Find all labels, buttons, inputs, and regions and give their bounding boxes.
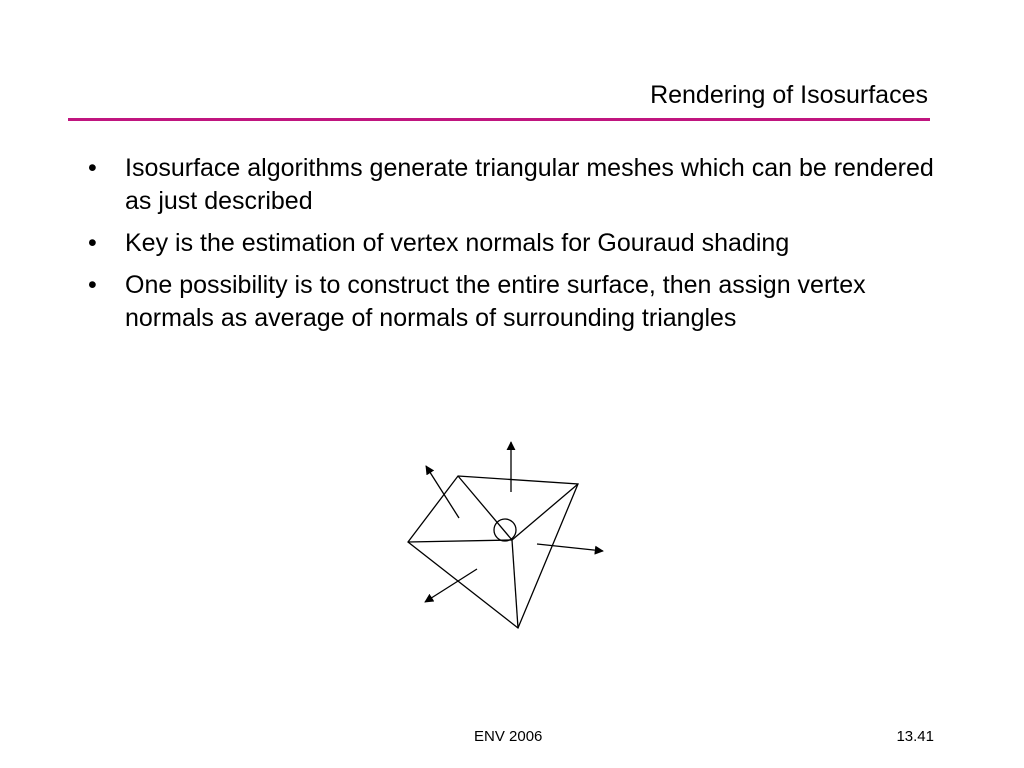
bullet-text: Key is the estimation of vertex normals for Gouraud shading: [125, 229, 790, 257]
bullet-marker: •: [88, 229, 97, 257]
bullet-item: [88, 152, 948, 218]
footer-course-label: ENV 2006: [474, 728, 543, 745]
mesh-outline: [408, 476, 578, 628]
mesh-edge: [458, 476, 512, 540]
triangle-mesh: [408, 476, 578, 628]
bullet-marker: •: [88, 154, 97, 182]
normal-arrow-right: [537, 544, 603, 551]
mesh-edge: [512, 484, 578, 540]
bullet-text: Isosurface algorithms generate triangular meshes which can be rendered as just described: [125, 154, 934, 215]
mesh-edge: [512, 540, 518, 628]
shared-vertex-marker: [494, 519, 516, 541]
mesh-edge: [408, 540, 512, 542]
bullet-item: [88, 269, 948, 335]
bullet-text: One possibility is to construct the entire surface, then assign vertex normals as average of normals of surrounding triangles: [125, 271, 866, 332]
bullet-marker: •: [88, 271, 97, 299]
title-divider: [68, 118, 930, 121]
slide-title: Rendering of Isosurfaces: [650, 81, 928, 109]
footer-page-number: 13.41: [896, 728, 934, 745]
bullet-list: [88, 152, 948, 344]
vertex-normal-diagram: [400, 432, 615, 637]
bullet-item: [88, 227, 948, 260]
normal-arrow-lower-left: [425, 569, 477, 602]
normal-arrow-upper-left: [426, 466, 459, 518]
